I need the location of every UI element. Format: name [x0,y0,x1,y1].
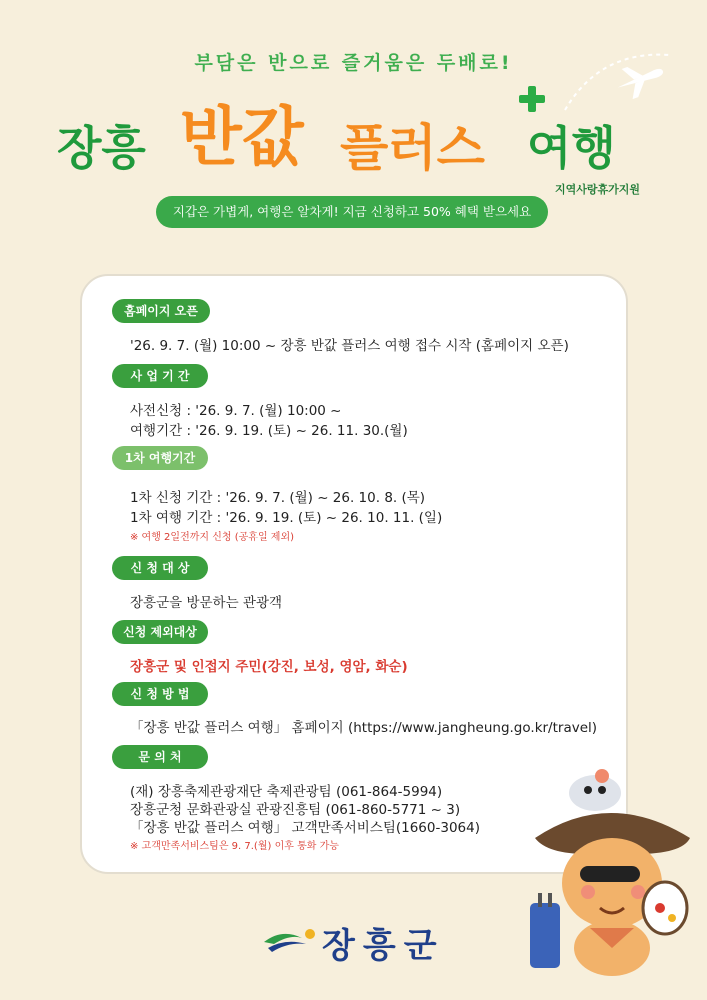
section-label-homepage: 홈페이지 오픈 [112,299,210,323]
period-line-2: 여행기간 : '26. 9. 19. (토) ~ 26. 11. 30.(월) [130,423,408,439]
contact-note: ※ 고객만족서비스팀은 9. 7.(월) 이후 통화 가능 [130,841,339,852]
plus-icon [519,86,545,112]
title-travel: 여행 [527,121,616,175]
homepage-line: '26. 9. 7. (월) 10:00 ~ 장흥 반값 플러스 여행 접수 시작 (홈페이지 오픈) [130,338,569,354]
subtitle: 지역사랑휴가지원 [555,183,641,196]
method-line: 「장흥 반값 플러스 여행」 홈페이지 (https://www.jangheung.go.kr/travel) [130,720,598,736]
title-jangheung: 장흥 [57,121,146,175]
section-label-target: 신 청 대 상 [112,556,208,580]
main-title [40,86,680,196]
section-label-method: 신 청 방 법 [112,682,208,706]
target-line: 장흥군을 방문하는 관광객 [130,595,283,611]
section-label-exclude: 신청 제외대상 [112,620,208,644]
jangheung-logo-text: 장흥군 [322,926,445,966]
title-half-price: 반값 [180,101,304,175]
title-plus: 플러스 [340,119,485,177]
section-label-period: 사 업 기 간 [112,364,208,388]
period-line-1: 사전신청 : '26. 9. 7. (월) 10:00 ~ [130,403,342,419]
exclude-line: 장흥군 및 인접지 주민(강진, 보성, 영암, 화순) [130,659,408,675]
contact-line-1: (재) 장흥축제관광재단 축제관광팀 (061-864-5994) [130,784,443,800]
section-label-first-round: 1차 여행기간 [112,446,208,470]
mascot-illustration [520,768,700,978]
section-label-contact: 문 의 처 [112,745,208,769]
first-round-line-2: 1차 여행 기간 : '26. 9. 19. (토) ~ 26. 10. 11. (일) [130,510,443,526]
jangheung-logo-icon [262,922,318,962]
first-round-note: ※ 여행 2일전까지 신청 (공휴일 제외) [130,532,295,543]
tagline: 부담은 반으로 즐거움은 두배로! [194,52,513,74]
first-round-line-1: 1차 신청 기간 : '26. 9. 7. (월) ~ 26. 10. 8. (목) [130,490,426,506]
contact-line-2: 장흥군청 문화관광실 관광진흥팀 (061-860-5771 ~ 3) [130,802,461,818]
contact-line-3: 「장흥 반값 플러스 여행」 고객만족서비스팀(1660-3064) [130,820,480,836]
promo-banner: 지갑은 가볍게, 여행은 알차게! 지금 신청하고 50% 혜택 받으세요 [156,196,548,228]
